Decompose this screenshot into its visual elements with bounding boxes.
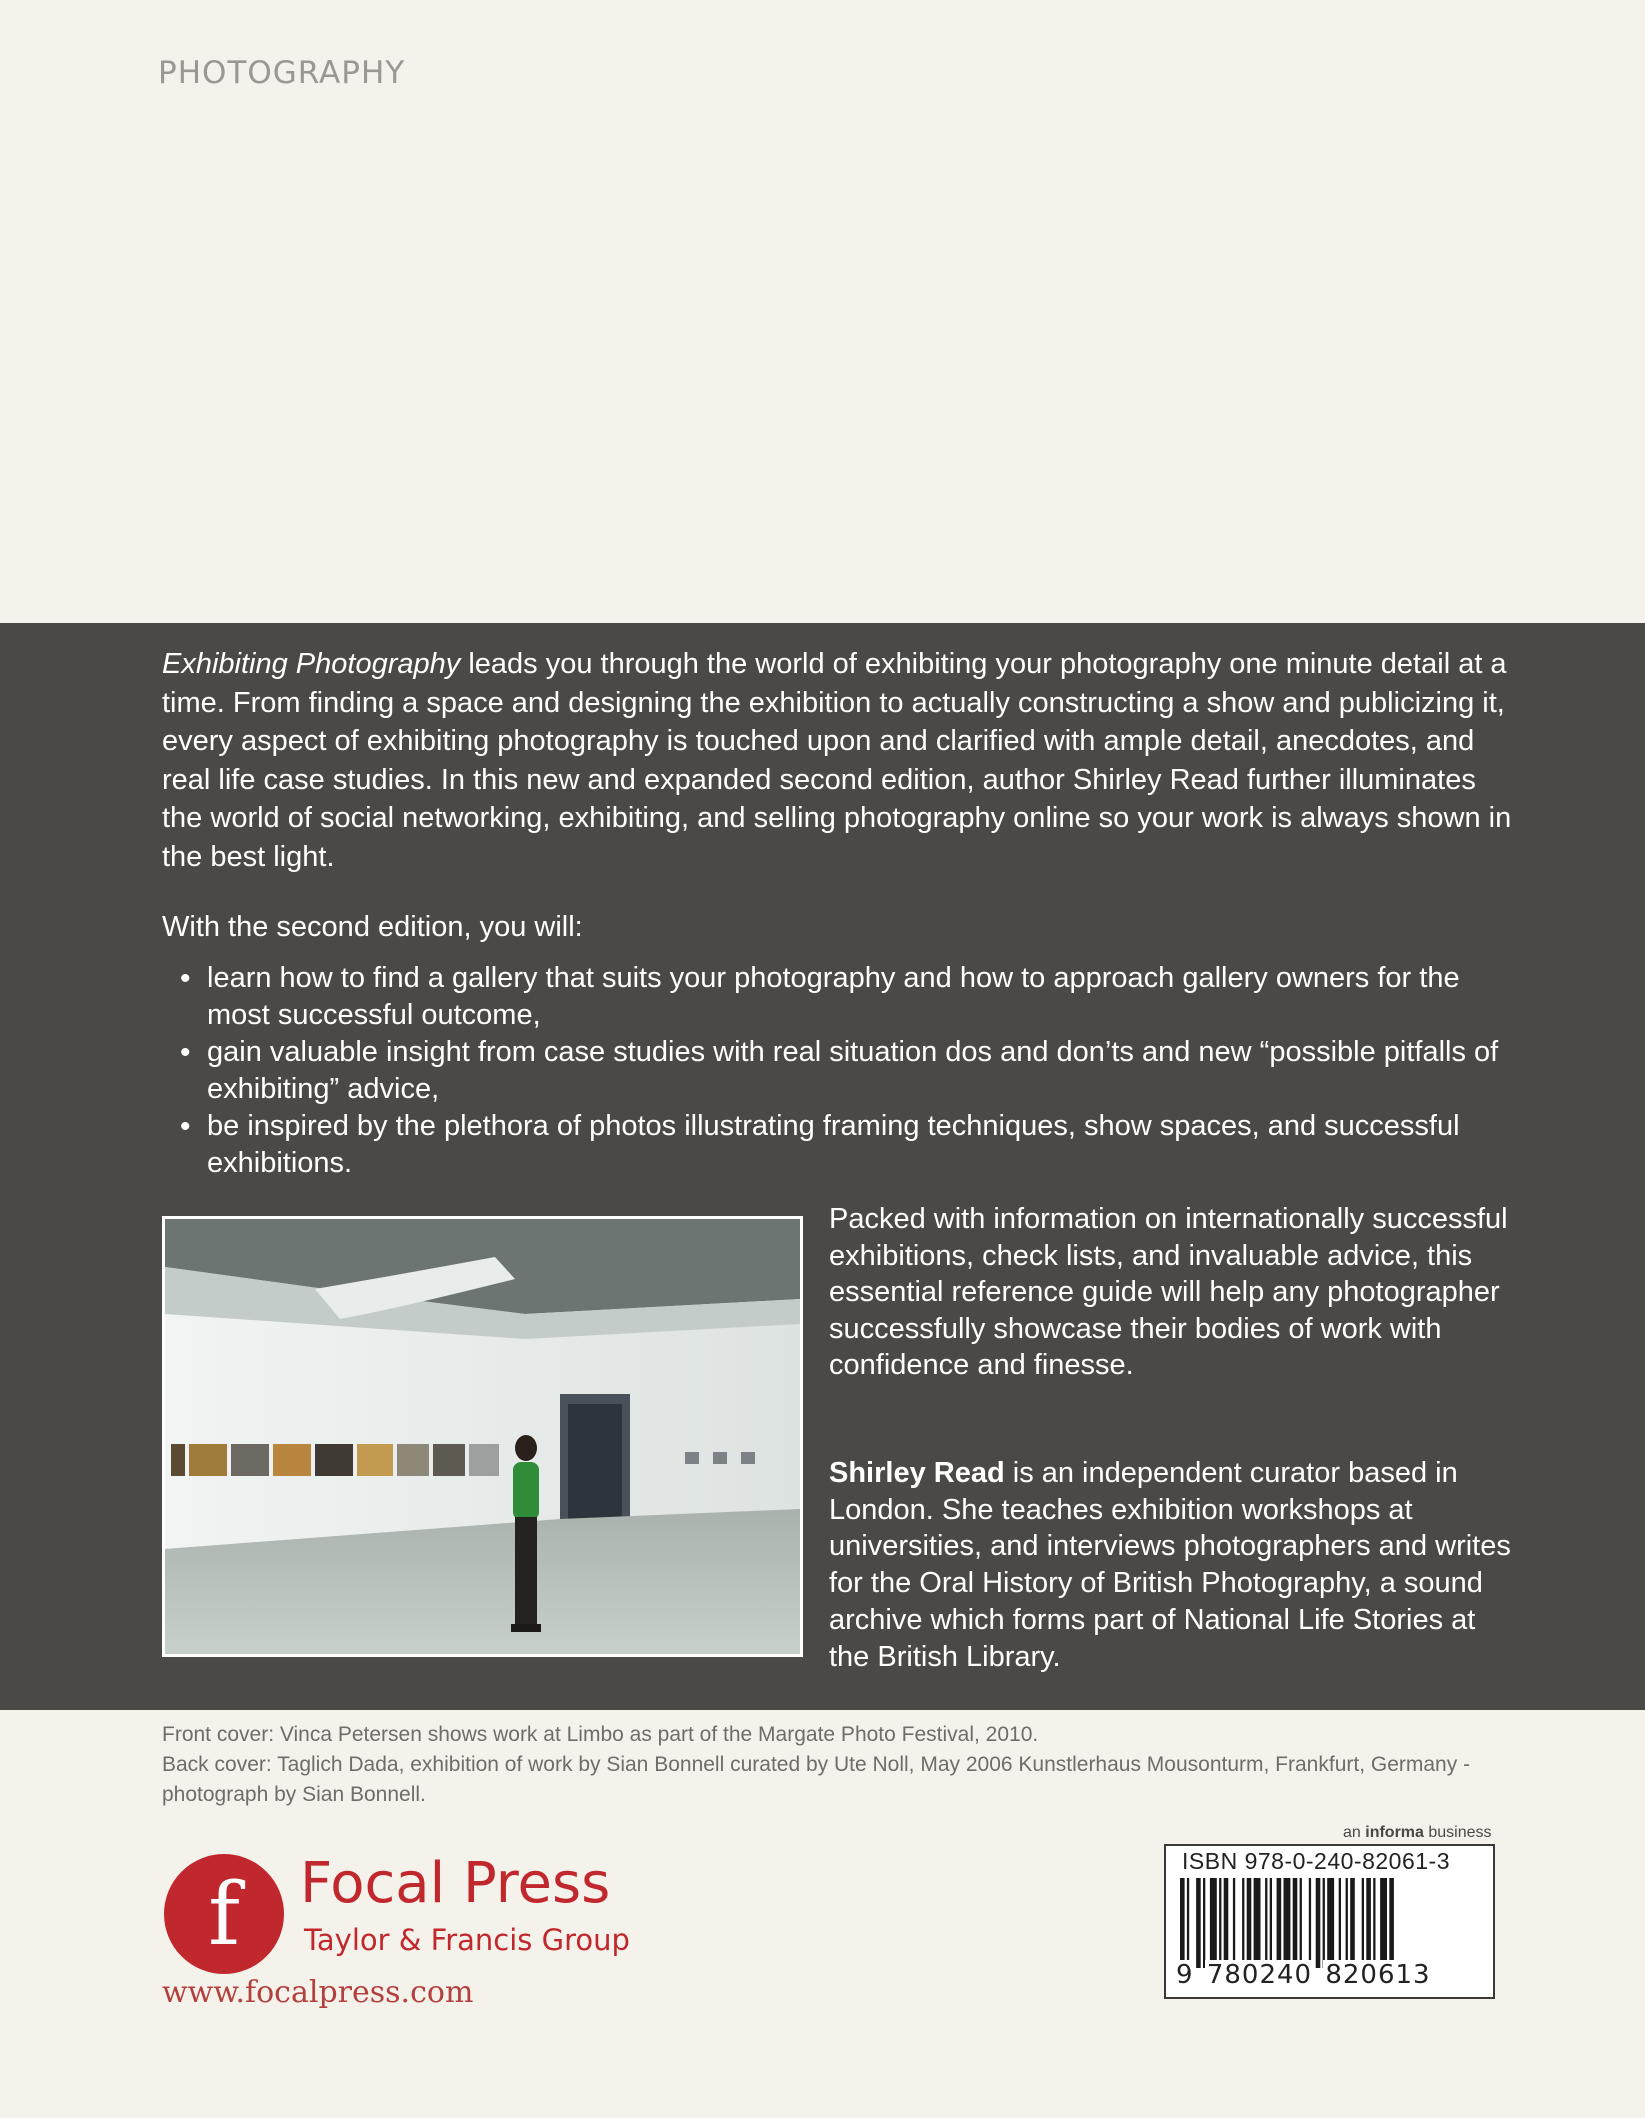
logo-letter: f — [208, 1865, 240, 1965]
cover-credits — [162, 1720, 1492, 1810]
features-heading: With the second edition, you will: — [162, 911, 583, 943]
barcode-box — [1164, 1844, 1495, 1999]
book-title: Exhibiting Photography — [162, 648, 461, 680]
gallery-photo — [162, 1216, 803, 1657]
features-list — [180, 960, 1510, 1182]
summary-paragraph: Packed with information on internationally successful exhibitions, check lists, and invaluable advice, this essential reference guide will help any photographer successfully showcase their bodies of work with confidence and finesse. — [829, 1203, 1508, 1381]
intro-paragraph — [162, 645, 1512, 876]
author-bio — [829, 1455, 1519, 1675]
publisher-name: Focal Press — [300, 1851, 611, 1916]
back-cover-credit: Back cover: Taglich Dada, exhibition of work by Sian Bonnell curated by Ute Noll, May 2006 Kunstlerhaus Mousonturm, Frankfurt, Germany - photograph by Sian Bonnell. — [162, 1753, 1471, 1806]
barcode-icon — [1180, 1878, 1480, 1968]
barcode-digits: 9 780240 820613 — [1176, 1960, 1431, 1990]
visitor-figure — [511, 1435, 541, 1632]
intro-body: leads you through the world of exhibiting your photography one minute detail at a time. From finding a space and designing the exhibition to actually constructing a show and publicizing it, every aspect of exhibiting photography is touched upon and clarified with ample detail, anecdotes, and real life case studies. In this new and expanded second edition, author Shirley Read further illuminates the world of social networking, exhibiting, and selling photography online so your work is always shown in the best light. — [162, 648, 1512, 873]
publisher-website[interactable]: www.focalpress.com — [162, 1975, 474, 2010]
informa-tagline: an informa business — [1343, 1824, 1492, 1841]
front-cover-credit: Front cover: Vinca Petersen shows work at Limbo as part of the Margate Photo Festival, 2010. — [162, 1723, 1039, 1746]
focal-press-logo-icon — [162, 1852, 286, 1976]
list-item: • gain valuable insight from case studies with real situation dos and don’ts and new “possible pitfalls of exhibiting” advice, — [180, 1034, 1510, 1108]
publisher-group: Taylor & Francis Group — [304, 1923, 630, 1957]
list-item: • learn how to find a gallery that suits your photography and how to approach gallery owners for the most successful outcome, — [180, 960, 1510, 1034]
gallery-photo-image — [165, 1219, 800, 1654]
author-name: Shirley Read — [829, 1457, 1005, 1489]
list-item: • be inspired by the plethora of photos illustrating framing techniques, show spaces, and successful exhibitions. — [180, 1108, 1510, 1182]
isbn-number: ISBN 978-0-240-82061-3 — [1182, 1848, 1450, 1874]
category-label: PHOTOGRAPHY — [158, 55, 406, 91]
author-bio-text: is an independent curator based in London. She teaches exhibition workshops at universities, and interviews photographers and writes for the Oral History of British Photography, a sound archive which forms part of National Life Stories at the British Library. — [829, 1457, 1511, 1673]
